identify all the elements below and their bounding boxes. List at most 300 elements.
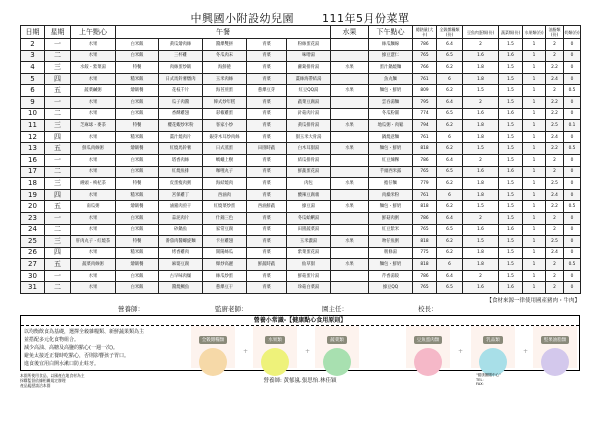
pm-snack-cell: 擔仔麵 [369, 178, 413, 190]
am-snack-cell: 水果 [71, 96, 116, 108]
vegetables-cell: 1.5 [499, 73, 523, 85]
lunch-side-cell: 紅燒菜炒蛋 [203, 201, 247, 213]
col-fruits: 水果類(份) [523, 26, 546, 39]
ingredient-note: 【食材來源一律使用國產豬肉・牛肉】 [486, 298, 580, 304]
lunch-staple-cell: 燴飯餐 [116, 201, 159, 213]
protein-cell: 2 [463, 39, 499, 51]
grains-cell: 6.4 [437, 39, 463, 51]
lunch-soup-cell: 粉絲蛋花湯 [287, 39, 331, 51]
contact-line: "健康團膳中心" [476, 373, 501, 377]
lunch-staple-cell: 特餐 [116, 178, 159, 190]
lunch-side-cell: 家常豆腐 [203, 224, 247, 236]
pm-snack-cell: 粄條湯 [369, 247, 413, 259]
lunch-staple-cell: 特餐 [116, 120, 159, 132]
col-fruit: 水果 [331, 26, 369, 39]
table-row [21, 224, 581, 236]
lunch-staple-cell: 白米飯 [116, 212, 159, 224]
lunch-staple-cell: 糙米飯 [116, 73, 159, 85]
oil-cell: 2 [546, 224, 564, 236]
table-row [21, 39, 581, 51]
oil-cell: 2 [546, 270, 564, 282]
lunch-vegetable-cell: 青菜 [247, 108, 287, 120]
lunch-soup-cell: 冬瓜蛤蜊湯 [287, 212, 331, 224]
lunch-soup-cell: 紅豆QQ湯 [287, 85, 331, 97]
weekday-cell: 三 [45, 62, 71, 74]
grains-cell: 6.2 [437, 120, 463, 132]
food-group-label: 全穀雜糧類 [199, 336, 228, 344]
date-cell: 19 [21, 189, 45, 201]
food-group-label: 蔬菜類 [327, 336, 347, 344]
lunch-soup-cell: 黃瓜排骨湯 [287, 120, 331, 132]
grains-cell: 6.2 [437, 236, 463, 248]
pm-snack-cell: 鍋燒意麵 [369, 131, 413, 143]
am-snack-cell: 鮮瓜肉絲粥 [71, 143, 116, 155]
weekday-cell: 四 [45, 73, 71, 85]
grains-cell: 6.4 [437, 96, 463, 108]
grains-cell: 6.4 [437, 212, 463, 224]
pm-snack-cell: 綠豆薏仁 [369, 50, 413, 62]
grains-cell: 6.5 [437, 166, 463, 178]
lunch-main-cell: 櫻花蝦炒米粉 [159, 120, 203, 132]
fruit-cell [331, 39, 369, 51]
food-group-label: 水果類 [265, 336, 285, 344]
milk-cell: 0 [564, 224, 581, 236]
lunch-side-cell: 銀芽木耳炒肉絲 [203, 131, 247, 143]
oil-cell: 2.5 [546, 178, 564, 190]
lunch-main-cell: 皮蛋瘦肉粥 [159, 178, 203, 190]
pm-snack-cell: 魚丸麵 [369, 73, 413, 85]
pm-snack-cell: 紅豆紫米 [369, 224, 413, 236]
pm-snack-cell: 雲吞湯麵 [369, 96, 413, 108]
vegetables-cell: 1.5 [499, 247, 523, 259]
oil-cell: 2.4 [546, 247, 564, 259]
fruits-cell: 1 [523, 96, 546, 108]
contact-line: FAX： [476, 382, 487, 386]
table-row [21, 201, 581, 213]
food-group [191, 326, 235, 368]
oil-cell: 2.2 [546, 201, 564, 213]
lunch-staple-cell: 白米飯 [116, 270, 159, 282]
am-snack-cell: 水果 [71, 166, 116, 178]
weekday-cell: 三 [45, 236, 71, 248]
grains-cell: 6.5 [437, 50, 463, 62]
oil-cell: 2 [546, 154, 564, 166]
lunch-side-cell: 日式蒸蛋 [203, 143, 247, 155]
fruits-cell: 1 [523, 201, 546, 213]
lunch-vegetable-cell: 西滷鮮蔬 [247, 201, 287, 213]
calories-cell: 761 [413, 73, 437, 85]
lunch-vegetable-cell: 青菜 [247, 236, 287, 248]
am-snack-cell: 水果 [71, 108, 116, 120]
weekday-cell: 二 [45, 50, 71, 62]
calories-cell: 761 [413, 189, 437, 201]
oil-cell: 2.5 [546, 120, 564, 132]
lunch-vegetable-cell: 青菜 [247, 131, 287, 143]
food-group-illustration-icon [541, 348, 569, 376]
milk-cell: 0.5 [564, 143, 581, 155]
am-snack-cell: 水果 [71, 224, 116, 236]
weekday-cell: 二 [45, 224, 71, 236]
date-cell: 9 [21, 96, 45, 108]
vegetables-cell: 1.6 [499, 50, 523, 62]
am-snack-cell: 水餃・紫菜湯 [71, 62, 116, 74]
weekday-cell: 三 [45, 178, 71, 190]
lunch-side-cell: 咖哩丸子 [203, 166, 247, 178]
weekday-cell: 五 [45, 259, 71, 271]
lunch-vegetable-cell: 青菜 [247, 120, 287, 132]
pm-snack-cell: 綠豆QQ [369, 282, 413, 294]
weekday-cell: 四 [45, 131, 71, 143]
date-cell: 31 [21, 282, 45, 294]
weekday-cell: 一 [45, 96, 71, 108]
oil-cell: 2 [546, 282, 564, 294]
table-row [21, 247, 581, 259]
footer-contact [476, 373, 501, 387]
grains-cell: 6 [437, 189, 463, 201]
date-cell: 12 [21, 131, 45, 143]
lunch-vegetable-cell: 青菜 [247, 62, 287, 74]
calories-cell: 786 [413, 270, 437, 282]
calories-cell: 818 [413, 236, 437, 248]
table-row [21, 178, 581, 190]
fruits-cell: 1 [523, 178, 546, 190]
lunch-main-cell: 香酥雞翅 [159, 108, 203, 120]
fruit-cell [331, 131, 369, 143]
pm-snack-cell: 麵包・鮮奶 [369, 201, 413, 213]
fruit-cell: 水果 [331, 85, 369, 97]
calories-cell: 818 [413, 143, 437, 155]
food-group-label: 豆魚蛋肉類 [414, 336, 443, 344]
fruit-cell [331, 108, 369, 120]
pm-snack-cell: 地瓜粥・肉鬆 [369, 120, 413, 132]
col-pm-snack: 下午點心 [369, 26, 413, 39]
am-snack-cell: 肝肉丸子・紅燒茶 [71, 236, 116, 248]
menu-table [20, 25, 581, 294]
tip-line: 以均衡飲食為基礎，選擇全穀雜糧類、新鮮蔬果類為主 [24, 329, 145, 335]
lunch-soup-cell: 味噌湯 [287, 50, 331, 62]
weekday-cell: 一 [45, 212, 71, 224]
oil-cell: 2 [546, 39, 564, 51]
lunch-main-cell: 三杯雞 [159, 50, 203, 62]
calories-cell: 761 [413, 131, 437, 143]
pm-snack-cell: 芹香湯餃 [369, 270, 413, 282]
lunch-soup-cell: 酸辣豆腐羹 [287, 189, 331, 201]
lunch-side-cell: 卡拉雞翅 [203, 236, 247, 248]
vegetables-cell: 1.6 [499, 166, 523, 178]
pm-snack-cell: 麵包・鮮奶 [369, 143, 413, 155]
food-group-illustration-icon [323, 348, 351, 376]
oil-cell: 2.2 [546, 108, 564, 120]
fruit-cell: 水果 [331, 236, 369, 248]
fruit-cell [331, 73, 369, 85]
protein-cell: 1.8 [463, 120, 499, 132]
oil-cell: 2.4 [546, 73, 564, 85]
lunch-side-cell: 客家小炒 [203, 120, 247, 132]
milk-cell: 0 [564, 212, 581, 224]
lunch-vegetable-cell: 青菜 [247, 154, 287, 166]
vegetables-cell: 1.5 [499, 39, 523, 51]
fruits-cell: 1 [523, 143, 546, 155]
fruit-cell: 水果 [331, 178, 369, 190]
lunch-vegetable-cell: 鮮蔬時蔬 [247, 259, 287, 271]
fruit-cell [331, 154, 369, 166]
vegetables-cell: 1.6 [499, 282, 523, 294]
milk-cell: 0 [564, 50, 581, 62]
am-snack-cell: 蔬菜肉絲粥 [71, 259, 116, 271]
tips-title: 營養小常識-【健康點心食用原則】 [21, 316, 579, 326]
calories-cell: 779 [413, 178, 437, 190]
fruits-cell: 1 [523, 189, 546, 201]
lunch-staple-cell: 白米飯 [116, 39, 159, 51]
vegetables-cell: 1.5 [499, 270, 523, 282]
table-row [21, 96, 581, 108]
grains-cell: 6 [437, 73, 463, 85]
fruits-cell: 1 [523, 166, 546, 178]
col-milk: 奶類(份) [564, 26, 581, 39]
protein-cell: 2 [463, 212, 499, 224]
calories-cell: 818 [413, 201, 437, 213]
lunch-vegetable-cell: 青菜 [247, 247, 287, 259]
lunch-main-cell: 麻婆豆腐 [159, 259, 203, 271]
table-row [21, 166, 581, 178]
pm-snack-cell: 絲瓜麵線 [369, 39, 413, 51]
protein-cell: 1.8 [463, 189, 499, 201]
plus-icon: + [243, 348, 249, 355]
grains-cell: 6.5 [437, 224, 463, 236]
am-snack-cell: 饅頭・枸杞茶 [71, 178, 116, 190]
lunch-vegetable-cell: 青菜 [247, 96, 287, 108]
fruits-cell: 1 [523, 247, 546, 259]
lunch-staple-cell: 糙米飯 [116, 189, 159, 201]
calories-cell: 765 [413, 166, 437, 178]
tip-line: 並搭配多元化食物組合。 [24, 337, 80, 343]
menu-title: 111年5月份菜單 [322, 12, 410, 25]
weekday-cell: 五 [45, 143, 71, 155]
tip-line: 進食後宜用白開水漱口防止蛀牙。 [24, 361, 100, 367]
milk-cell: 0 [564, 236, 581, 248]
lunch-soup-cell: 針菇肉片湯 [287, 108, 331, 120]
milk-cell: 0.5 [564, 259, 581, 271]
fruits-cell: 1 [523, 85, 546, 97]
table-header [21, 26, 581, 39]
am-snack-cell: 水果 [71, 247, 116, 259]
plus-icon: + [523, 348, 529, 355]
food-group-illustration-icon [414, 348, 442, 376]
lunch-side-cell: 蔥爆豆干 [203, 282, 247, 294]
date-cell: 18 [21, 178, 45, 190]
am-snack-cell: 水果 [71, 270, 116, 282]
food-groups [191, 326, 576, 368]
food-group [471, 326, 515, 368]
table-row [21, 282, 581, 294]
lunch-main-cell: 滷豬肉煎干 [159, 201, 203, 213]
protein-cell: 1.8 [463, 259, 499, 271]
lunch-side-cell: 彩椒雞蛋 [203, 108, 247, 120]
footer-note: 採購監督依據相關規定辦理 [20, 378, 66, 383]
milk-cell: 0 [564, 282, 581, 294]
tip-line: 減少高油、高糖及高鹽的點心(一週一次)。 [24, 345, 118, 351]
protein-cell: 2 [463, 96, 499, 108]
calories-cell: 786 [413, 212, 437, 224]
col-oil: 油脂類(份) [546, 26, 564, 39]
table-row [21, 85, 581, 97]
vegetables-cell: 1.5 [499, 189, 523, 201]
lunch-vegetable-cell: 青菜 [247, 73, 287, 85]
lunch-staple-cell: 糙米飯 [116, 247, 159, 259]
date-cell: 25 [21, 236, 45, 248]
lunch-vegetable-cell: 青菜 [247, 212, 287, 224]
fruits-cell: 1 [523, 62, 546, 74]
protein-cell: 1.6 [463, 282, 499, 294]
grains-cell: 6 [437, 259, 463, 271]
date-cell: 16 [21, 154, 45, 166]
protein-cell: 1.6 [463, 108, 499, 120]
date-cell: 4 [21, 62, 45, 74]
col-am-snack: 上午點心 [71, 26, 116, 39]
grains-cell: 6.2 [437, 201, 463, 213]
date-cell: 26 [21, 247, 45, 259]
weekday-cell: 四 [45, 247, 71, 259]
footer-dietitians: 營養師: 黃郁嵐.張思怡.林佳穎 [263, 378, 337, 384]
lunch-main-cell: 蒜泥肉片 [159, 212, 203, 224]
weekday-cell: 三 [45, 120, 71, 132]
lunch-soup-cell: 仙草甜 [287, 259, 331, 271]
milk-cell: 0 [564, 39, 581, 51]
lunch-vegetable-cell: 青菜 [247, 270, 287, 282]
col-weekday: 星期 [45, 26, 71, 39]
pm-snack-cell: 麵包・鮮奶 [369, 259, 413, 271]
am-snack-cell: 水果 [71, 50, 116, 62]
table-row [21, 212, 581, 224]
date-cell: 17 [21, 166, 45, 178]
milk-cell: 0 [564, 62, 581, 74]
food-group-label: 乳品類 [483, 336, 503, 344]
lunch-soup-cell: 玉米濃湯 [287, 236, 331, 248]
grains-cell: 6.2 [437, 85, 463, 97]
protein-cell: 1.8 [463, 247, 499, 259]
oil-cell: 2.2 [546, 143, 564, 155]
fruit-cell: 水果 [331, 143, 369, 155]
lunch-vegetable-cell: 青菜 [247, 166, 287, 178]
lunch-main-cell: 塔香肉絲 [159, 154, 203, 166]
fruit-cell: 水果 [331, 201, 369, 213]
lunch-main-cell: 醬燒鯛魚 [159, 282, 203, 294]
grains-cell: 6.2 [437, 178, 463, 190]
protein-cell: 1.5 [463, 201, 499, 213]
pm-snack-cell: 蛋汁鍋燒麵 [369, 62, 413, 74]
lunch-side-cell: 絲瓜炒蛋 [203, 270, 247, 282]
fruits-cell: 1 [523, 50, 546, 62]
protein-cell: 2 [463, 270, 499, 282]
protein-cell: 1.5 [463, 236, 499, 248]
food-group-label: 堅果油脂類 [541, 336, 570, 344]
sig-director: 園主任： [322, 305, 348, 313]
protein-cell: 1.8 [463, 62, 499, 74]
am-snack-cell: 水果 [71, 212, 116, 224]
weekday-cell: 四 [45, 189, 71, 201]
lunch-side-cell: 冬瓜肉末 [203, 50, 247, 62]
grains-cell: 6 [437, 131, 463, 143]
lunch-main-cell: 砂鍋魚 [159, 224, 203, 236]
lunch-soup-cell: 肉包 [287, 178, 331, 190]
col-lunch: 午餐 [116, 26, 331, 39]
weekday-cell: 二 [45, 166, 71, 178]
food-group [253, 326, 297, 368]
milk-cell: 0 [564, 247, 581, 259]
milk-cell: 0 [564, 73, 581, 85]
lunch-side-cell: 開陽絲瓜 [203, 247, 247, 259]
tips-text [24, 328, 144, 368]
lunch-vegetable-cell: 蔥爆豆芽 [247, 85, 287, 97]
fruits-cell: 1 [523, 236, 546, 248]
am-snack-cell: 水果 [71, 131, 116, 143]
grains-cell: 6.5 [437, 108, 463, 120]
calories-cell: 766 [413, 62, 437, 74]
sig-principal: 校長： [418, 305, 438, 313]
am-snack-cell: 水果 [71, 154, 116, 166]
grains-cell: 6.2 [437, 62, 463, 74]
lunch-soup-cell: 甜玉米大骨湯 [287, 131, 331, 143]
oil-cell: 2.4 [546, 131, 564, 143]
am-snack-cell: 水果 [71, 39, 116, 51]
vegetables-cell: 1.5 [499, 178, 523, 190]
lunch-side-cell: 什錦三色 [203, 212, 247, 224]
oil-cell: 2 [546, 212, 564, 224]
fruit-cell [331, 189, 369, 201]
fruit-cell [331, 224, 369, 236]
vegetables-cell: 1.5 [499, 212, 523, 224]
grains-cell: 6.4 [437, 270, 463, 282]
table-row [21, 131, 581, 143]
lunch-vegetable-cell: 青菜 [247, 189, 287, 201]
fruit-cell: 水果 [331, 62, 369, 74]
table-row [21, 189, 581, 201]
milk-cell: 0 [564, 189, 581, 201]
pm-snack-cell: 吻仔魚粥 [369, 236, 413, 248]
lunch-vegetable-cell: 青菜 [247, 224, 287, 236]
lunch-staple-cell: 特餐 [116, 62, 159, 74]
lunch-side-cell: 海鮮捲 [203, 62, 247, 74]
table-row [21, 259, 581, 271]
protein-cell: 2 [463, 154, 499, 166]
fruit-cell: 水果 [331, 120, 369, 132]
oil-cell: 2.4 [546, 189, 564, 201]
fruits-cell: 1 [523, 73, 546, 85]
fruits-cell: 1 [523, 270, 546, 282]
oil-cell: 2 [546, 259, 564, 271]
table-row [21, 143, 581, 155]
lunch-side-cell: 西滷肉 [203, 189, 247, 201]
lunch-main-cell: 宮保雞丁 [159, 189, 203, 201]
grains-cell: 6.2 [437, 143, 463, 155]
vegetables-cell: 1.5 [499, 96, 523, 108]
lunch-main-cell: 烤香雞肉 [159, 247, 203, 259]
lunch-soup-cell: 蔬菜豆腐湯 [287, 96, 331, 108]
nutrition-tips-box [20, 315, 580, 371]
protein-cell: 1.5 [463, 85, 499, 97]
fruit-cell [331, 166, 369, 178]
lunch-staple-cell: 白米飯 [116, 166, 159, 178]
lunch-side-cell: 韓式炒年糕 [203, 96, 247, 108]
weekday-cell: 二 [45, 108, 71, 120]
pm-snack-cell: 麵包・鮮奶 [369, 85, 413, 97]
oil-cell: 2.5 [546, 236, 564, 248]
fruits-cell: 1 [523, 224, 546, 236]
lunch-vegetable-cell: 青菜 [247, 50, 287, 62]
lunch-soup-cell: 鮮蔬蛋花湯 [287, 166, 331, 178]
food-group-illustration-icon [199, 348, 227, 376]
milk-cell: 0 [564, 178, 581, 190]
